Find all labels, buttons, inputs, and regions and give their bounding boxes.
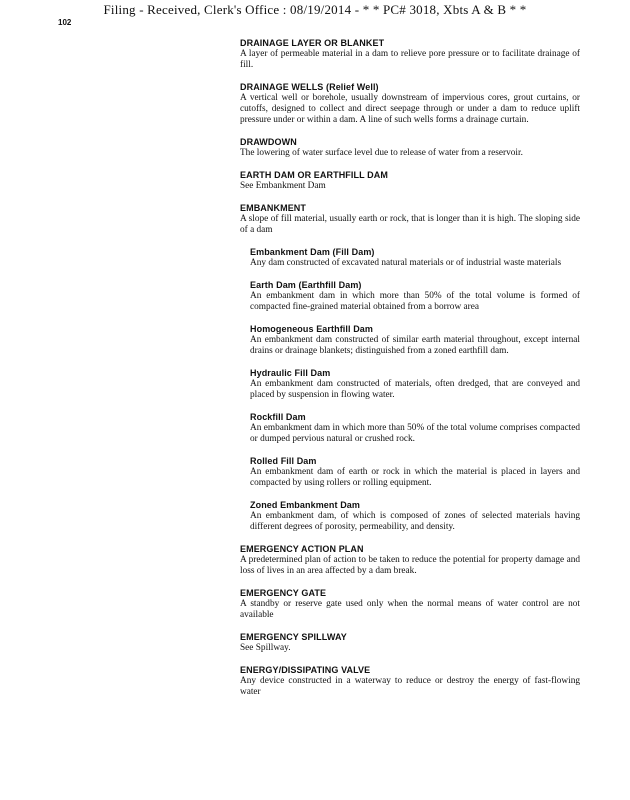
glossary-subentry [250, 368, 580, 401]
entry-definition: A predetermined plan of action to be taken to reduce the potential for property damage and loss of lives in an area affected by a dam break. [240, 555, 580, 576]
glossary-entry [240, 170, 580, 192]
glossary-entry [240, 544, 580, 577]
glossary-entry [240, 203, 580, 236]
subentry-term: Embankment Dam (Fill Dam) [250, 247, 375, 257]
entry-term: DRAINAGE LAYER OR BLANKET [240, 38, 385, 48]
subentry-term: Rockfill Dam [250, 412, 306, 422]
entry-term: ENERGY/DISSIPATING VALVE [240, 665, 371, 675]
subentry-definition: An embankment dam constructed of materials, often dredged, that are conveyed and placed by suspension in flowing water. [250, 379, 580, 400]
glossary-subentry [250, 412, 580, 445]
entry-term: EMERGENCY SPILLWAY [240, 632, 347, 642]
entry-definition: A vertical well or borehole, usually downstream of impervious cores, grout curtains, or cutoffs, designed to collect and direct seepage through or under a dam to reduce uplift pressure under or within a dam. A line of such wells forms a drainage curtain. [240, 93, 580, 125]
entry-term: EMBANKMENT [240, 203, 306, 213]
glossary-entry [240, 137, 580, 159]
glossary-subentry [250, 456, 580, 489]
subentry-term: Zoned Embankment Dam [250, 500, 361, 510]
subentry-definition: An embankment dam in which more than 50% of the total volume is formed of compacted fine-grained material obtained from a borrow area [250, 291, 580, 312]
page-number: 102 [58, 18, 72, 27]
glossary-subentry [250, 247, 580, 269]
subentry-term: Earth Dam (Earthfill Dam) [250, 280, 362, 290]
entry-term: DRAINAGE WELLS (Relief Well) [240, 82, 379, 92]
subentry-definition: An embankment dam, of which is composed of zones of selected materials having different degrees of porosity, permeability, and density. [250, 511, 580, 532]
glossary-subentry [250, 500, 580, 533]
entry-term: DRAWDOWN [240, 137, 297, 147]
subentry-definition: Any dam constructed of excavated natural materials or of industrial waste materials [250, 258, 562, 268]
entry-definition: Any device constructed in a waterway to reduce or destroy the energy of fast-flowing water [240, 676, 580, 697]
glossary-entry [240, 665, 580, 698]
subentry-term: Hydraulic Fill Dam [250, 368, 331, 378]
entry-term: EMERGENCY GATE [240, 588, 327, 598]
glossary-entry [240, 38, 580, 71]
entry-definition: The lowering of water surface level due to release of water from a reservoir. [240, 148, 523, 158]
entry-term: EMERGENCY ACTION PLAN [240, 544, 364, 554]
entry-term: EARTH DAM OR EARTHFILL DAM [240, 170, 388, 180]
subentry-term: Homogeneous Earthfill Dam [250, 324, 374, 334]
glossary-entry [240, 82, 580, 126]
subentry-definition: An embankment dam constructed of similar earth material throughout, except internal drains or drainage blankets; distinguished from a zoned earthfill dam. [250, 335, 580, 356]
glossary-subentry [250, 280, 580, 313]
entry-definition: A standby or reserve gate used only when the normal means of water control are not available [240, 599, 580, 620]
subentry-definition: An embankment dam of earth or rock in which the material is placed in layers and compacted by using rollers or rolling equipment. [250, 467, 580, 488]
filing-header: Filing - Received, Clerk's Office : 08/19/2014 - * * PC# 3018, Xbts A & B * * [103, 2, 527, 17]
glossary-entry [240, 632, 580, 654]
glossary-subentry [250, 324, 580, 357]
glossary-entry [240, 588, 580, 621]
entry-definition: A layer of permeable material in a dam to relieve pore pressure or to facilitate drainage of fill. [240, 49, 580, 70]
subentry-definition: An embankment dam in which more than 50% of the total volume comprises compacted or dumped pervious natural or crushed rock. [250, 423, 580, 444]
glossary-content [240, 38, 580, 709]
entry-definition: A slope of fill material, usually earth or rock, that is longer than it is high. The sloping side of a dam [240, 214, 580, 235]
entry-definition: See Spillway. [240, 643, 291, 653]
entry-definition: See Embankment Dam [240, 181, 326, 191]
subentry-term: Rolled Fill Dam [250, 456, 317, 466]
